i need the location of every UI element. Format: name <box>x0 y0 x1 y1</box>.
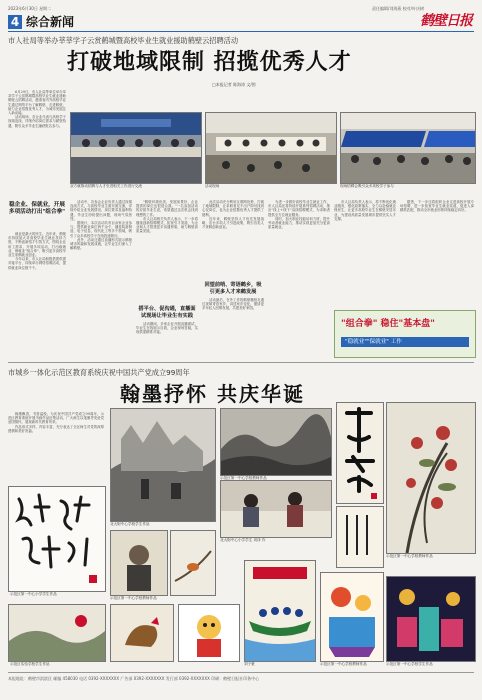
artwork-landscape-caption: 示范区第一中心学校教师作品 <box>220 476 267 480</box>
page-number: 4 <box>8 15 22 29</box>
artwork-dragon-boat-caption: 刘子豪 <box>244 662 255 666</box>
issue-date: 2023年6月30日 星期二 <box>8 6 52 11</box>
body-column-1: 就业是最大的民生。近年来，鹤壁市持续加大对高校毕业生就业扶持力度，不断创新招才引智方式，围绕企业用工需求，开展多项活动，打出稳就业、保就业"组合拳"，吸引更多高校毕业生来鹤就业创业。 今年以来，市人社局积极搭建供需对接平台，持续举办网络招聘活动，提供就业岗位数千个。 <box>8 232 66 270</box>
artwork-flower-painting-caption: 示范区第一中心学校教师作品 <box>386 554 433 558</box>
photo-event-hall-caption: 活动现场 <box>205 184 220 188</box>
artwork-calligraphy-1-caption: 示范区第一中心小学学生作品 <box>10 592 57 596</box>
body-column-7: 据悉，下一步还将组织企业走进高校开展专场招聘，进一步拓宽毕业生就业渠道，促进人岗精准匹配，推动全市就业形势持续稳定向好。 <box>400 200 474 213</box>
artwork-folk-painting-caption: 示范区第一中心学校学生作品 <box>386 662 433 666</box>
top-byline: □本报记者 陈海涛 文/图 <box>212 82 256 87</box>
photo-student-painting <box>220 480 332 538</box>
sidebar-box-title-area <box>8 202 66 232</box>
ad-banner-sub: "稳就业""保就业" 工作 <box>345 339 402 345</box>
masthead-rule <box>8 31 474 32</box>
lead-text-column: 6月29日，市人社局等单位举办莘莘学子云赏鹤城暨高校毕业生就业援助鹤壁云招聘活动，邀请省内外高校毕业生通过网络平台了解鹤壁、走进鹤壁，助力企业招揽优秀人才，为城市发展注入新动能。 活动现场，各企业代表与高校学子视频连线，详细介绍岗位需求与薪资待遇，吸引众多毕业生踊跃报名参与。 <box>8 90 66 128</box>
section-divider <box>8 362 474 363</box>
artwork-dragon-boat <box>244 560 316 662</box>
artwork-portrait <box>110 530 168 596</box>
body-column-4: 此次活动充分利用互联网优势，打破了地域限制，让求职者足不出户即可找到心仪岗位，也为企业招揽优秀人才提供了便利。 近年来，鹤壁坚持人才优先发展战略，出台多项人才引进政策，吸引各类人才来鹤创新创业。 <box>202 200 264 230</box>
bottom-headline: 翰墨抒怀 共庆华诞 <box>120 382 305 406</box>
artwork-flower-painting <box>386 402 476 554</box>
subhead-2: 回望前哨、寄语鹤乡，吸引更多人才来鹤发展 <box>204 282 262 295</box>
photo-event-hall <box>205 112 337 184</box>
section-title: 综合新闻 <box>26 15 75 29</box>
photo-meeting-caption: 双方就推动招聘与人才引进相关工作进行交流 <box>70 184 142 188</box>
artwork-ink-painting-caption: 北大街中心学校学生作品 <box>110 522 150 526</box>
footer-rule <box>8 672 474 673</box>
artwork-mid-caption: 示范区第一中心学校教师作品 <box>110 596 157 600</box>
photo-meeting <box>70 112 202 184</box>
photo-job-fair <box>340 112 476 184</box>
artwork-calligraphy-2 <box>336 402 384 504</box>
bottom-intro-text: 翰墨飘香，书香溢校。为庆祝中国共产党成立99周年，示范区教育系统开展书画作品征集活动，广大师生以笔墨抒发爱党爱国情怀，展现新时代教育风采。 作品形式多样、内容丰富，充分表达了全区师生对党的深厚感情和美好祝福。 <box>8 412 104 433</box>
artwork-landscape <box>220 408 332 476</box>
bottom-kicker: 市城乡一体化示范区教育系统庆祝中国共产党成立99周年 <box>8 368 190 377</box>
editors-credit: 责任编辑/刘海燕 校对/叶庆树 <box>372 6 424 11</box>
artwork-colorful-caption: 示范区第一中心学校教师作品 <box>320 662 367 666</box>
photo-student-painting-caption: 北大街中心小学学生 刘泽 作 <box>220 538 266 542</box>
footer-info: 本报地址：鹤壁市淇滨区 邮编 458030 电话 0392-XXXXXXX 广告部 0392-XXXXXXX 发行部 0392-XXXXXXX 印刷：鹤壁日报社印务中心 <box>8 676 260 681</box>
artwork-calligraphy-1 <box>8 486 106 592</box>
top-kicker: 市人社局等举办莘莘学子云赏鹤城暨高校毕业生就业援助鹤壁云招聘活动 <box>8 36 239 45</box>
artwork-bottom-left-caption: 示范区实验学校学生作品 <box>10 662 50 666</box>
artwork-colorful <box>320 572 384 662</box>
artwork-ink-painting <box>110 408 216 522</box>
artwork-calligraphy-3 <box>336 506 384 568</box>
artwork-bird-branch <box>170 530 216 596</box>
photo-job-fair-caption: 现场招聘会吸引众多高校学子参与 <box>340 184 394 188</box>
ad-banner-main: "组合拳" 稳住"基本盘" <box>341 319 435 329</box>
body-column-6: 市人社局负责人表示，将不断优化就业服务，强化政策落实，全力以赴稳就业保民生，让更多高校毕业生在鹤壁安居乐业，为建设高质量发展城市提供坚实人才支撑。 <box>334 200 396 221</box>
ad-banner <box>334 310 476 358</box>
body-column-2: 活动中，各参会企业负责人通过视频连线方式，与高校毕业生面对面交流，详细介绍企业发展情况、岗位要求及福利待遇，毕业生纷纷提出问题，现场气氛热烈。 据统计，本次活动共有百余家企业参与，提供就业岗位两千余个，涵盖装备制造、电子信息、现代化工等多个领域，吸引了众多高校学子在线投递简历。 此外，活动还通过直播形式展示鹤壁城市风貌和发展成就，让毕业生们深入了解鹤壁。 <box>70 200 132 251</box>
sidebar-box-title: 稳企业、保就业，开展多项活动打出"组合拳" <box>8 202 66 215</box>
subhead-1: 搭平台、促沟通，直播面试现场让毕业生有实践 <box>138 306 196 319</box>
artwork-rooster <box>110 604 174 662</box>
artwork-bottom-left <box>8 604 106 662</box>
artwork-cartoon <box>178 604 240 662</box>
body-column-4b: 活动最后，在外工作的鹤壁籍校友通过视频寄语家乡，讲述家乡变化，邀请更多年轻人回鹤发展，共建美好家园。 <box>202 298 264 311</box>
body-column-5: 为进一步做好高校毕业生就业工作，市人社局还将持续开展系列招聘活动，推出"线上+线下"双线招聘模式，为求职者提供全方位就业服务。 同时，加大职业技能培训力度，提升劳动者就业能力，推动实现更加充分更高质量就业。 <box>268 200 330 230</box>
body-column-3b: 活动期间，多家企业开展直播面试，毕业生在线展示自我，企业现场答疑，实现供需精准对接。 <box>136 322 198 335</box>
body-column-3: "鹤壁环境优美、发展前景好，企业提供的岗位也很适合我。"一名参加活动的应届毕业生说，希望通过这次机会找到理想的工作。 市人社局相关负责人表示，下一步将继续创新招聘模式，拓宽引才渠道，为企业和人才搭建更多沟通桥梁，助力鹤壁高质量发展。 <box>136 200 198 234</box>
artwork-folk-painting <box>386 576 476 662</box>
newspaper-logo: 鹤壁日报 <box>420 13 472 29</box>
top-headline: 打破地域限制 招揽优秀人才 <box>67 50 352 75</box>
